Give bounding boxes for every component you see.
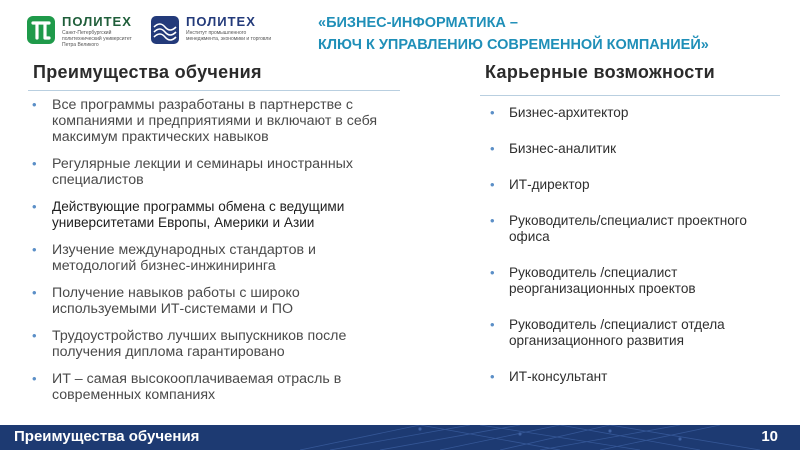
spbpu-logo-icon xyxy=(26,15,56,45)
list-item: • Все программы разработаны в партнерстве с компаниями и предприятиями и включают в себя максимум практических навыков xyxy=(28,97,398,145)
footer-bar xyxy=(0,425,800,450)
list-item: • Регулярные лекции и семинары иностранных специалистов xyxy=(28,156,398,188)
list-item: • Бизнес-архитектор xyxy=(488,105,788,121)
advantages-heading: Преимущества обучения xyxy=(33,62,262,82)
career-divider xyxy=(480,95,780,96)
spbpu-logo-name: ПОЛИТЕХ xyxy=(62,14,132,29)
list-item: • Трудоустройство лучших выпускников после получения диплома гарантировано xyxy=(28,328,398,360)
advantages-list xyxy=(28,97,398,414)
list-item: • Бизнес-аналитик xyxy=(488,141,788,157)
list-item: • Получение навыков работы с широко используемыми ИТ-системами и ПО xyxy=(28,285,398,317)
list-item: • ИТ-директор xyxy=(488,177,788,193)
list-item: • Изучение международных стандартов и методологий бизнес-инжиниринга xyxy=(28,242,398,274)
career-list xyxy=(488,105,788,405)
page-number: 10 xyxy=(761,428,778,445)
list-item: • ИТ – самая высокооплачиваемая отрасль в современных компаниях xyxy=(28,371,398,403)
institute-logo-name: ПОЛИТЕХ xyxy=(186,14,256,29)
institute-logo-icon xyxy=(150,15,180,45)
institute-logo-subtitle: Институт промышленного менеджмента, экономики и торговли xyxy=(186,30,272,42)
list-item: • Руководитель /специалист реорганизационных проектов xyxy=(488,265,788,297)
career-heading: Карьерные возможности xyxy=(485,62,716,82)
list-item: • ИТ-консультант xyxy=(488,369,788,385)
institute-logo xyxy=(150,15,271,55)
slide-title-line-2: КЛЮЧ К УПРАВЛЕНИЮ СОВРЕМЕННОЙ КОМПАНИЕЙ» xyxy=(318,37,709,53)
slide-title xyxy=(318,12,788,56)
list-item: • Руководитель /специалист отдела организационного развития xyxy=(488,317,788,349)
list-item: • Действующие программы обмена с ведущими университетами Европы, Америки и Азии xyxy=(28,199,398,231)
slide-title-line-1: «БИЗНЕС-ИНФОРМАТИКА – xyxy=(318,15,518,31)
advantages-divider xyxy=(28,90,400,91)
footer-section-label: Преимущества обучения xyxy=(14,428,200,445)
spbpu-logo-subtitle: Санкт-Петербургский политехнический университет Петра Великого xyxy=(62,30,132,48)
list-item: • Руководитель/специалист проектного офиса xyxy=(488,213,788,245)
spbpu-logo xyxy=(26,15,132,55)
